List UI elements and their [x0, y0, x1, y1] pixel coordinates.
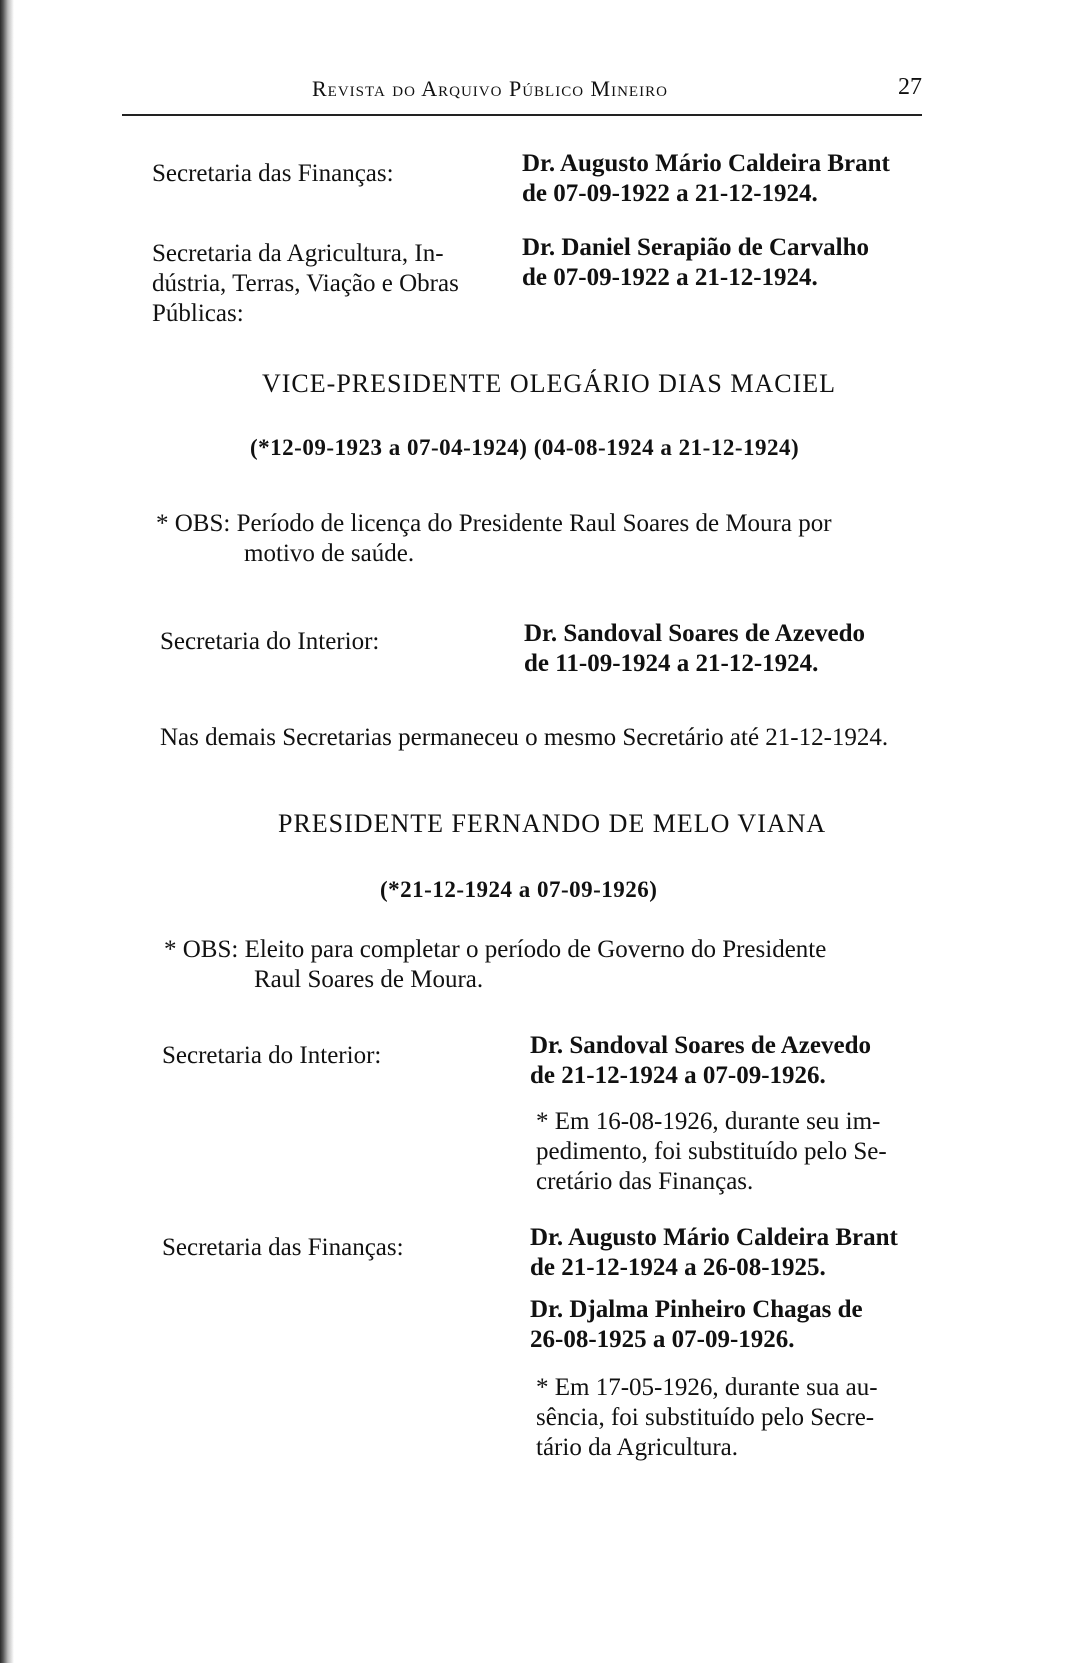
financas-name-1: Dr. Augusto Mário Caldeira Brant — [530, 1224, 898, 1251]
scan-margin-shadow — [0, 0, 14, 1663]
vice-interior-dates: de 11-09-1924 a 21-12-1924. — [524, 650, 819, 677]
financas-dates-2: 26-08-1925 a 07-09-1926. — [530, 1326, 795, 1353]
vice-interior-name: Dr. Sandoval Soares de Azevedo — [524, 620, 866, 647]
presidente-dates: (*21-12-1924 a 07-09-1926) — [380, 877, 658, 902]
running-header — [122, 76, 922, 120]
secretaria-financas-dates: de 07-09-1922 a 21-12-1924. — [522, 180, 818, 207]
presidente-obs-line-2: Raul Soares de Moura. — [254, 966, 484, 993]
secretaria-agricultura-dates: de 07-09-1922 a 21-12-1924. — [522, 264, 818, 291]
secretaria-agricultura-label-2: dústria, Terras, Viação e Obras — [152, 270, 459, 297]
secretaria-agricultura-label-1: Secretaria da Agricultura, In- — [152, 240, 444, 267]
secretaria-agricultura-label-3: Públicas: — [152, 300, 244, 327]
vice-obs-line-2: motivo de saúde. — [244, 540, 415, 567]
secretaria-financas-name: Dr. Augusto Mário Caldeira Brant — [522, 150, 890, 177]
interior-note-line-3: cretário das Finanças. — [536, 1168, 754, 1195]
presidente-obs-line-1: * OBS: Eleito para completar o período de Governo do Presidente — [164, 936, 827, 963]
vice-presidente-dates: (*12-09-1923 a 07-04-1924) (04-08-1924 a 21-12-1924) — [250, 435, 800, 460]
financas-dates-1: de 21-12-1924 a 26-08-1925. — [530, 1254, 826, 1281]
presidente-interior-name: Dr. Sandoval Soares de Azevedo — [530, 1032, 872, 1059]
interior-note-line-1: * Em 16-08-1926, durante seu im- — [536, 1108, 881, 1135]
secretaria-agricultura-name: Dr. Daniel Serapião de Carvalho — [522, 234, 869, 261]
presidente-financas-label: Secretaria das Finanças: — [162, 1234, 404, 1261]
financas-note-line-1: * Em 17-05-1926, durante sua au- — [536, 1374, 878, 1401]
presidente-interior-dates: de 21-12-1924 a 07-09-1926. — [530, 1062, 826, 1089]
secretaria-financas-label: Secretaria das Finanças: — [152, 160, 394, 187]
journal-title: Revista do Arquivo Público Mineiro — [312, 76, 668, 101]
vice-presidente-heading: VICE-PRESIDENTE OLEGÁRIO DIAS MACIEL — [262, 369, 837, 398]
vice-obs-line-1: * OBS: Período de licença do Presidente Raul Soares de Moura por — [156, 510, 832, 537]
interior-note-line-2: pedimento, foi substituído pelo Se- — [536, 1138, 887, 1165]
header-rule — [122, 114, 922, 116]
financas-name-2: Dr. Djalma Pinheiro Chagas de — [530, 1296, 863, 1323]
demais-secretarias-note: Nas demais Secretarias permaneceu o mesmo Secretário até 21-12-1924. — [160, 724, 889, 751]
page-number: 27 — [898, 74, 922, 100]
financas-note-line-3: tário da Agricultura. — [536, 1434, 739, 1461]
presidente-heading: PRESIDENTE FERNANDO DE MELO VIANA — [278, 809, 827, 838]
presidente-interior-label: Secretaria do Interior: — [162, 1042, 382, 1069]
vice-interior-label: Secretaria do Interior: — [160, 628, 380, 655]
financas-note-line-2: sência, foi substituído pelo Secre- — [536, 1404, 875, 1431]
